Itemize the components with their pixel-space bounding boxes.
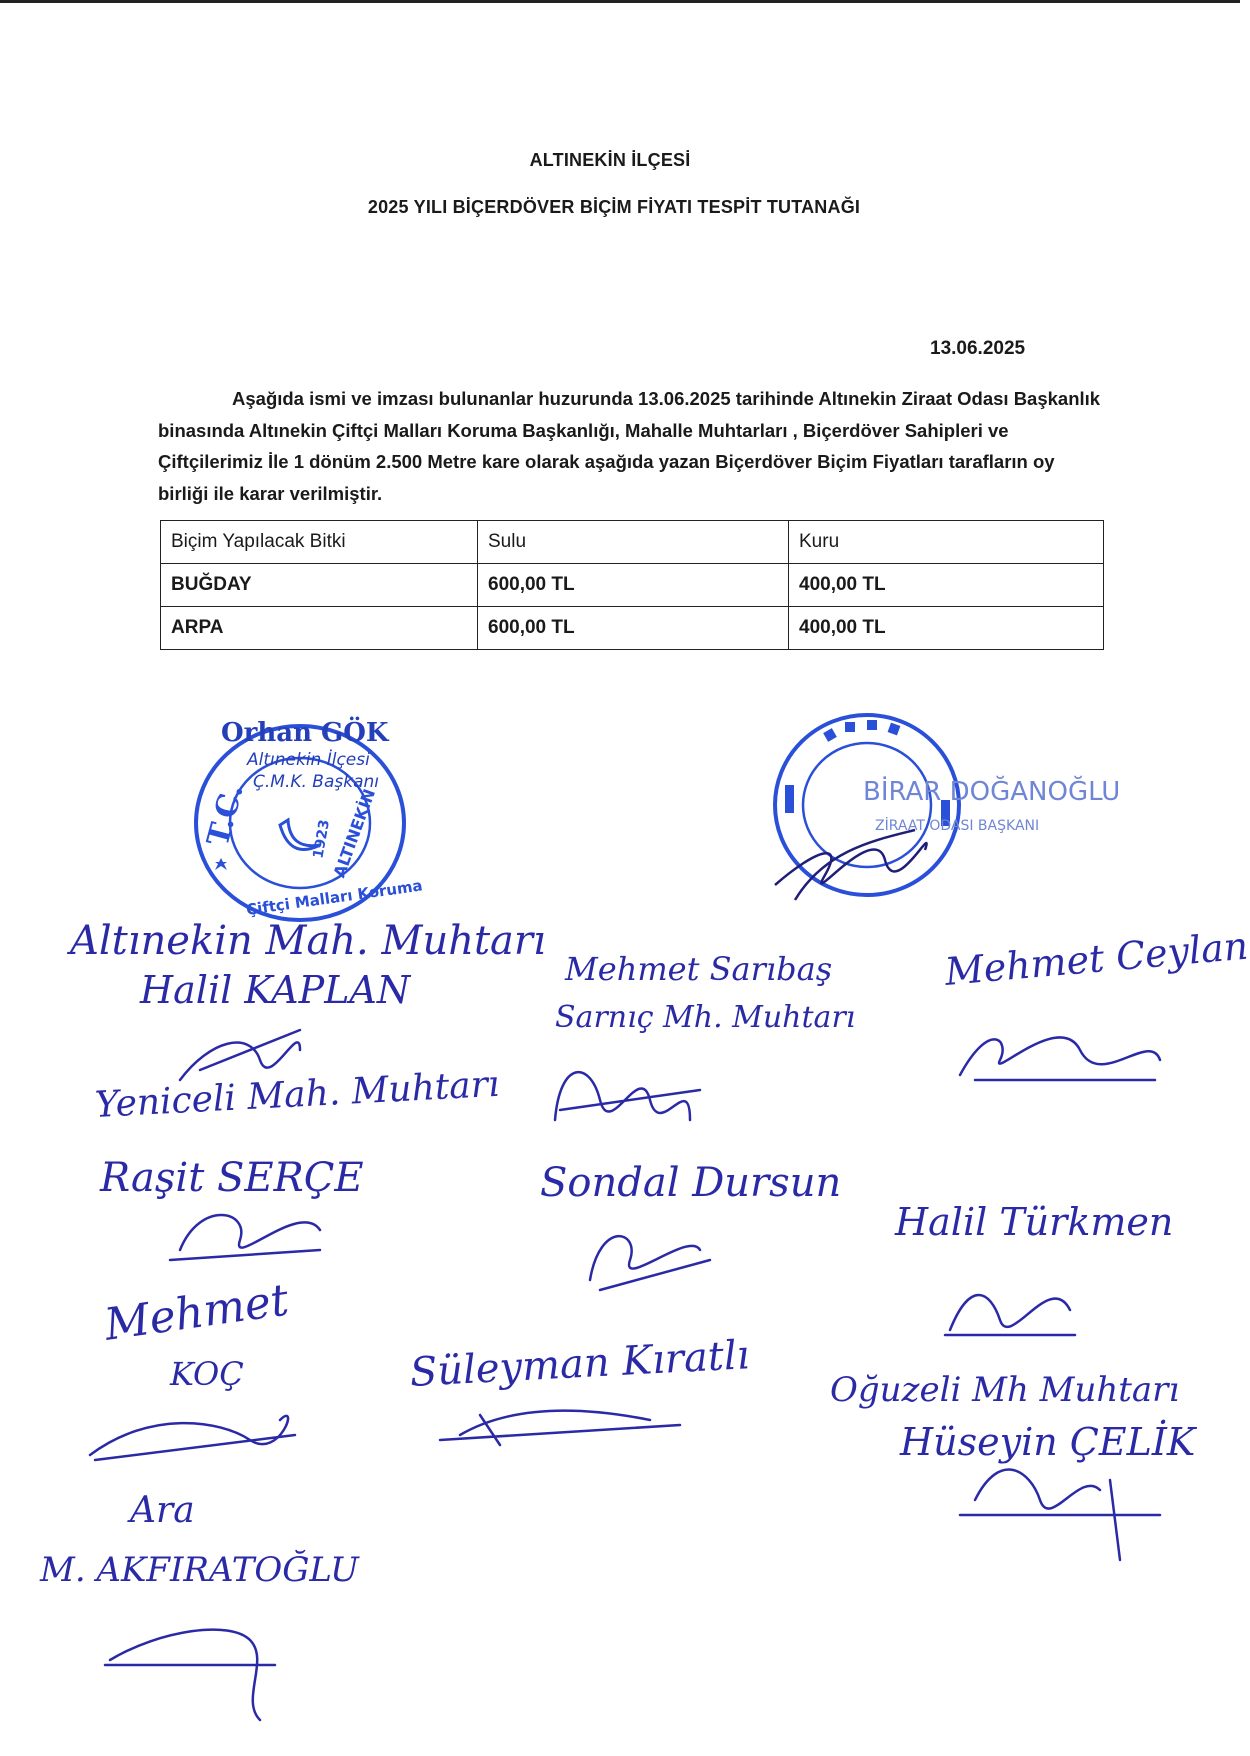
signature-name: Halil Türkmen: [895, 1200, 1174, 1244]
signature-label: Altınekin Mah. Muhtarı: [70, 918, 546, 964]
signature-name: Sondal Dursun: [540, 1160, 842, 1206]
cmk-official-stamp: [185, 715, 424, 925]
signature-name: Mehmet: [101, 1274, 292, 1351]
signature-name: KOÇ: [170, 1355, 244, 1393]
star-icon: [215, 858, 227, 870]
signature-label: Yeniceli Mah. Muhtarı: [93, 1063, 501, 1126]
signature-name: M. AKFIRATOĞLU: [40, 1550, 359, 1590]
stamp-right-line2: ZİRAAT ODASI BAŞKANI: [875, 818, 1040, 834]
signature-name: Mehmet Sarıbaş: [565, 950, 833, 988]
stamp-left-year: 1923: [310, 818, 334, 860]
table-row: [161, 564, 1104, 607]
stamp-left-ring-bottom: Çiftçi Malları Koruma: [245, 876, 424, 919]
table-header-dry: Kuru: [789, 521, 1104, 564]
signature-label: Oğuzeli Mh Muhtarı: [830, 1370, 1180, 1410]
price-table: [160, 520, 1104, 650]
signature-name: Raşit SERÇE: [100, 1155, 364, 1201]
table-header-irrigated: Sulu: [478, 521, 789, 564]
signature-name: Hüseyin ÇELİK: [900, 1420, 1196, 1464]
signature-name: Süleyman Kıratlı: [408, 1332, 751, 1396]
signature-name: Halil KAPLAN: [140, 968, 411, 1012]
stamp-left-name: Orhan GÖK: [221, 718, 389, 748]
table-cell: ARPA: [161, 607, 478, 650]
table-cell: 600,00 TL: [478, 607, 789, 650]
stamp-left-line3: Ç.M.K. Başkanı: [253, 772, 379, 792]
signature-name: Mehmet Ceylan: [943, 923, 1250, 994]
table-cell: BUĞDAY: [161, 564, 478, 607]
page-top-border: [0, 0, 1240, 3]
table-header-row: [161, 521, 1104, 564]
ziraat-odasi-stamp: [755, 700, 1121, 940]
table-header-crop: Biçim Yapılacak Bitki: [161, 521, 478, 564]
table-cell: 400,00 TL: [789, 607, 1104, 650]
table-row: [161, 607, 1104, 650]
document-date: 13.06.2025: [930, 338, 1026, 359]
table-cell: 400,00 TL: [789, 564, 1104, 607]
document-title-main: 2025 YILI BİÇERDÖVER BİÇİM FİYATI TESPİT TUTANAĞI: [367, 197, 861, 217]
stamp-left-ring-right: ALTINEKİN: [329, 786, 380, 881]
table-cell: 600,00 TL: [478, 564, 789, 607]
document-paragraph: Aşağıda ismi ve imzası bulunanlar huzurunda 13.06.2025 tarihinde Altınekin Ziraat Odası Başkanlık binasında Altınekin Çiftçi Malları Koruma Başkanlığı, Mahalle Muhtarları , Biçerdöver Sahipleri ve Çiftçilerimiz İle 1 dönüm 2.500 Metre kare olarak aşağıda yazan Biçerdöver Biçim Fiyatları tarafların oy birliği ile karar verilmiştir.: [158, 388, 1101, 504]
stamp-left-line2: Altınekin İlçesi: [247, 750, 370, 770]
stamp-right-name: BİRAR DOĞANOĞLU: [863, 777, 1121, 807]
document-title-district: ALTINEKİN İLÇESİ: [529, 150, 691, 170]
stamp-left-ring-left: T.C.: [200, 780, 251, 850]
signature-name: Ara: [130, 1490, 195, 1531]
signature-label: Sarnıç Mh. Muhtarı: [555, 1000, 856, 1035]
